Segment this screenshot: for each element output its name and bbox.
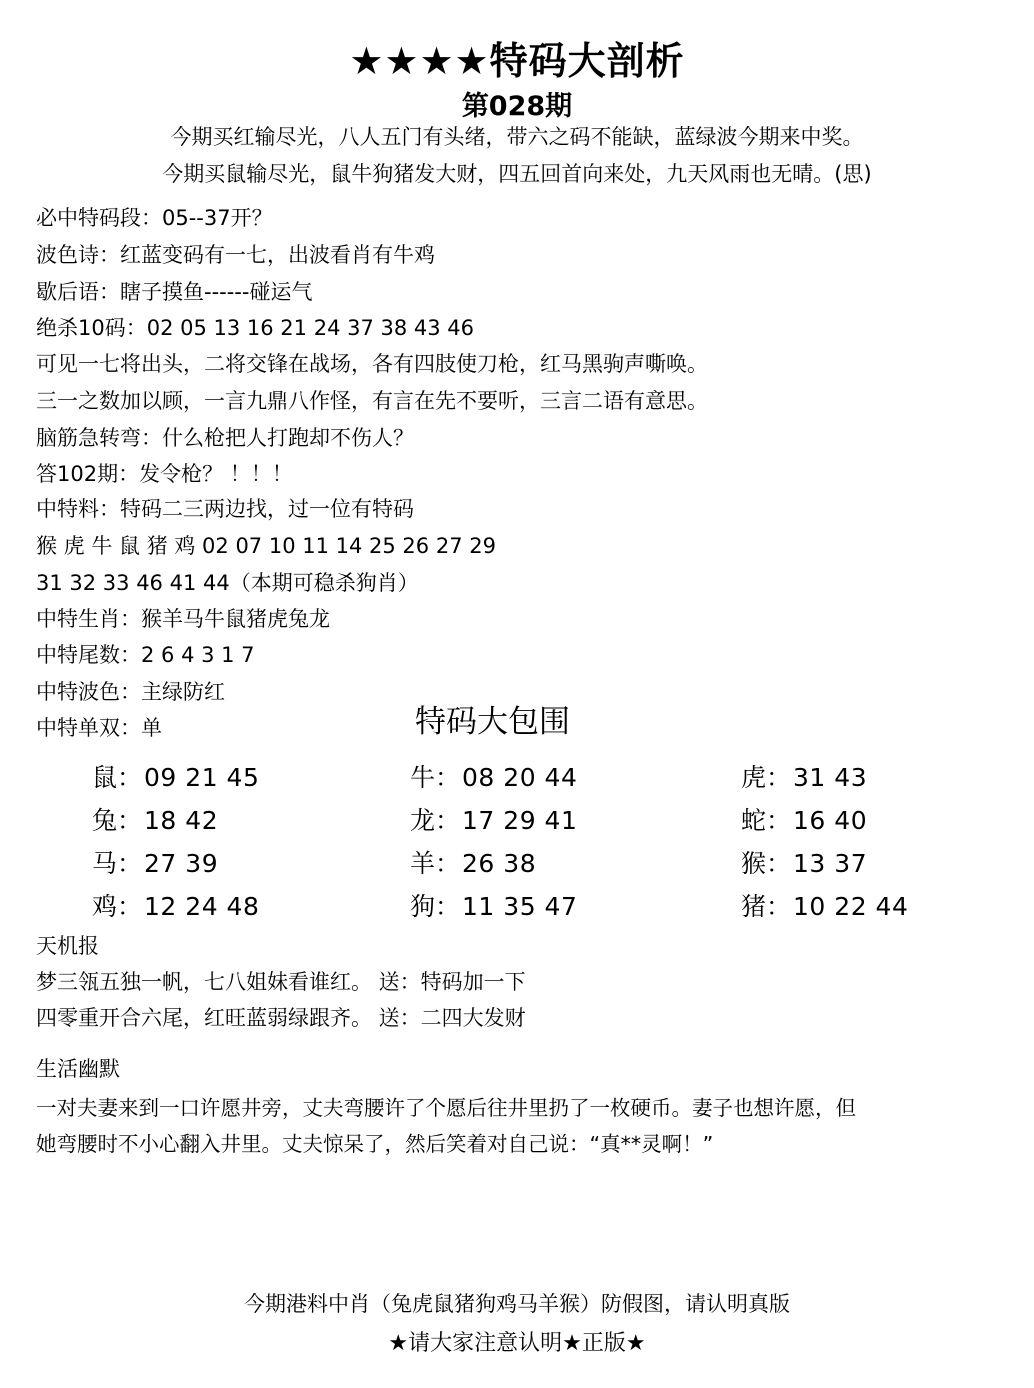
zodiac-entry: 虎：31 43: [741, 763, 868, 792]
text-line: 31 32 33 46 41 44（本期可稳杀狗肖）: [36, 571, 419, 595]
text-line: 绝杀10码：02 05 13 16 21 24 37 38 43 46: [36, 316, 475, 340]
text-line: 可见一七将出头，二将交锋在战场，各有四肢使刀枪，红马黑驹声嘶唤。: [36, 352, 708, 376]
text-line: 脑筋急转弯：什么枪把人打跑却不伤人？: [36, 426, 414, 450]
text-line: 三一之数加以顾，一言九鼎八作怪，有言在先不要听，三言二语有意思。: [36, 389, 708, 413]
zodiac-entry: 猪：10 22 44: [741, 892, 909, 921]
zodiac-entry: 牛：08 20 44: [410, 763, 578, 792]
zodiac-entry: 鼠：09 21 45: [92, 763, 260, 792]
text-line: 中特波色：主绿防红: [36, 680, 225, 704]
poem-line-1: 今期买红输尽光，八人五门有头绪，带六之码不能缺，蓝绿波今期来中奖。: [170, 125, 864, 149]
page-title: ★★★★特码大剖析: [349, 39, 685, 83]
text-line: 必中特码段：05--37开？: [36, 206, 273, 230]
zodiac-entry: 马：27 39: [92, 849, 219, 878]
text-line: 歇后语：瞎子摸鱼------碰运气: [36, 280, 313, 304]
zodiac-entry: 蛇：16 40: [741, 806, 868, 835]
issue-number: 第028期: [461, 91, 573, 122]
humor-text: 一对夫妻来到一口许愿井旁，丈夫弯腰许了个愿后往井里扔了一枚硬币。妻子也想许愿，但: [36, 1096, 856, 1120]
text-line: 中特单双：单: [36, 716, 162, 740]
poem-line-2: 今期买鼠输尽光，鼠牛狗猪发大财，四五回首向来处，九天风雨也无晴。(思): [162, 162, 872, 186]
footer-authentic: ★请大家注意认明★正版★: [388, 1331, 646, 1356]
zodiac-entry: 猴：13 37: [741, 849, 868, 878]
tianji-line: 四零重开合六尾，红旺蓝弱绿跟齐。 送：二四大发财: [36, 1006, 526, 1030]
section-title: 特码大包围: [415, 704, 570, 740]
zodiac-entry: 兔：18 42: [92, 806, 219, 835]
humor-text: 她弯腰时不小心翻入井里。丈夫惊呆了，然后笑着对自己说：“真**灵啊！”: [36, 1132, 714, 1156]
footer-note: 今期港料中肖（兔虎鼠猪狗鸡马羊猴）防假图，请认明真版: [244, 1292, 790, 1316]
text-line: 中特料：特码二三两边找，过一位有特码: [36, 497, 414, 521]
tianji-title: 天机报: [36, 934, 99, 958]
text-line: 中特尾数：2 6 4 3 1 7: [36, 643, 255, 667]
zodiac-entry: 龙：17 29 41: [410, 806, 578, 835]
zodiac-entry: 羊：26 38: [410, 849, 537, 878]
text-line: 猴 虎 牛 鼠 猪 鸡 02 07 10 11 14 25 26 27 29: [36, 534, 496, 558]
text-line: 波色诗：红蓝变码有一七，出波看肖有牛鸡: [36, 243, 435, 267]
tianji-line: 梦三瓴五独一帆，七八姐妹看谁红。 送：特码加一下: [36, 970, 526, 994]
zodiac-entry: 狗：11 35 47: [410, 892, 578, 921]
text-line: 答102期：发令枪？ ！！！: [36, 462, 293, 486]
text-line: 中特生肖：猴羊马牛鼠猪虎兔龙: [36, 607, 330, 631]
humor-title: 生活幽默: [36, 1057, 120, 1081]
zodiac-entry: 鸡：12 24 48: [92, 892, 260, 921]
